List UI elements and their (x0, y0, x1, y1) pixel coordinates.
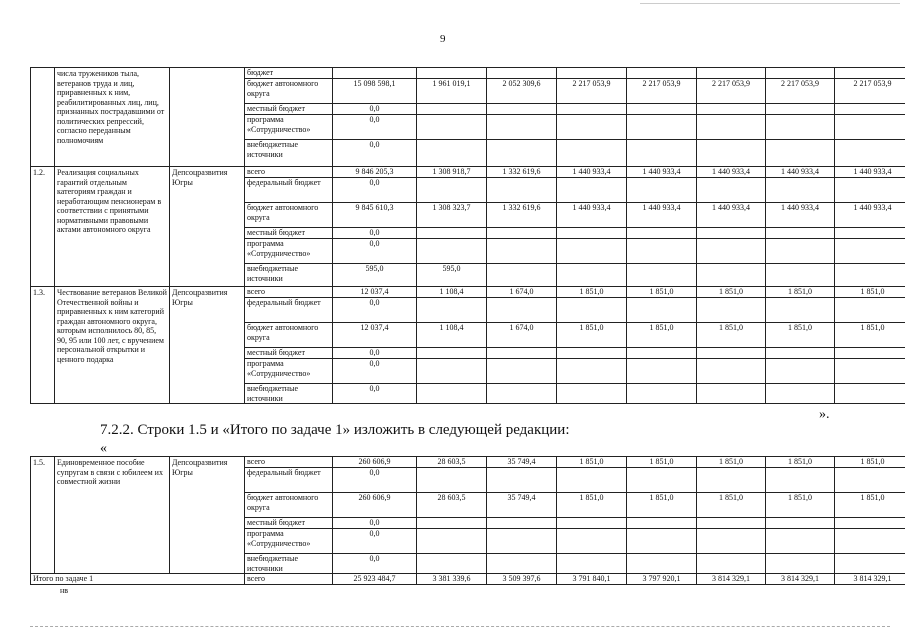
amount-cell: 1 851,0 (627, 493, 697, 518)
amount-cell: 35 749,4 (487, 493, 557, 518)
amount-cell (697, 468, 766, 493)
amount-cell: 1 440 933,4 (697, 167, 766, 178)
amount-cell (417, 518, 487, 529)
table-row (31, 167, 905, 178)
amount-cell (766, 554, 835, 574)
amount-cell (417, 359, 487, 384)
amount-cell (417, 348, 487, 359)
amount-cell (487, 68, 557, 79)
funding-source-cell: федеральный бюджет (245, 468, 333, 493)
opening-quote: « (100, 441, 107, 456)
amount-cell (835, 228, 905, 239)
amount-cell (557, 468, 627, 493)
amount-cell (487, 554, 557, 574)
amount-cell (417, 140, 487, 167)
amount-cell: 1 851,0 (697, 457, 766, 468)
funding-source-cell: всего (245, 457, 333, 468)
amount-cell (766, 115, 835, 140)
amount-cell: 0,0 (333, 468, 417, 493)
amount-cell (627, 359, 697, 384)
funding-source-cell: всего (245, 574, 333, 585)
amount-cell: 1 440 933,4 (627, 203, 697, 228)
amount-cell: 12 037,4 (333, 323, 417, 348)
amount-cell: 1 440 933,4 (557, 167, 627, 178)
amount-cell: 1 332 619,6 (487, 167, 557, 178)
amount-cell: 1 440 933,4 (627, 167, 697, 178)
row-number-cell: 1.5. (31, 457, 55, 574)
funding-source-cell: внебюджетные источники (245, 140, 333, 167)
measure-name-cell: числа тружеников тыла, ветеранов труда и лиц, приравненных к ним, реабилитированных лиц, лиц, признанных пострадавшими от политических репрессий, согласно переданным полномочиям (55, 68, 170, 167)
budget-table-amended (30, 456, 905, 585)
amount-cell (835, 348, 905, 359)
amount-cell: 1 851,0 (766, 493, 835, 518)
amount-cell: 35 749,4 (487, 457, 557, 468)
funding-source-cell: программа «Сотрудничество» (245, 115, 333, 140)
amount-cell (627, 264, 697, 287)
amount-cell: 0,0 (333, 298, 417, 323)
row-number-cell (31, 68, 55, 167)
amount-cell (417, 554, 487, 574)
amount-cell (417, 468, 487, 493)
amount-cell: 1 674,0 (487, 287, 557, 298)
amount-cell (766, 104, 835, 115)
amount-cell: 2 217 053,9 (835, 79, 905, 104)
amount-cell: 1 851,0 (697, 287, 766, 298)
executor-cell (170, 68, 245, 167)
amount-cell: 260 606,9 (333, 493, 417, 518)
amount-cell: 1 851,0 (766, 287, 835, 298)
amount-cell (417, 178, 487, 203)
amount-cell (417, 228, 487, 239)
amount-cell (835, 468, 905, 493)
amount-cell: 0,0 (333, 518, 417, 529)
scan-edge-line (640, 3, 900, 4)
budget-table-continued (30, 67, 905, 404)
amount-cell: 1 851,0 (766, 323, 835, 348)
amount-cell (557, 178, 627, 203)
amount-cell (557, 264, 627, 287)
amount-cell: 1 851,0 (835, 457, 905, 468)
amount-cell: 1 851,0 (557, 323, 627, 348)
amount-cell: 1 851,0 (557, 457, 627, 468)
amount-cell (835, 104, 905, 115)
funding-source-cell: программа «Сотрудничество» (245, 239, 333, 264)
amount-cell (627, 554, 697, 574)
amount-cell (627, 384, 697, 404)
amount-cell (766, 68, 835, 79)
amount-cell (697, 359, 766, 384)
amount-cell (487, 178, 557, 203)
amount-cell (766, 529, 835, 554)
amount-cell (697, 529, 766, 554)
amount-cell: 12 037,4 (333, 287, 417, 298)
funding-source-cell: местный бюджет (245, 228, 333, 239)
amount-cell: 28 603,5 (417, 457, 487, 468)
amount-cell (627, 115, 697, 140)
amount-cell (627, 298, 697, 323)
funding-source-cell: местный бюджет (245, 518, 333, 529)
amount-cell (557, 298, 627, 323)
amount-cell: 0,0 (333, 178, 417, 203)
amount-cell (333, 68, 417, 79)
section-heading: 7.2.2. Строки 1.5 и «Итого по задаче 1» изложить в следующей редакции: (100, 422, 570, 438)
total-amount-cell: 3 797 920,1 (627, 574, 697, 585)
amount-cell (557, 140, 627, 167)
amount-cell (697, 298, 766, 323)
amount-cell (766, 518, 835, 529)
amount-cell: 1 851,0 (697, 493, 766, 518)
amount-cell (487, 228, 557, 239)
amount-cell (627, 348, 697, 359)
amount-cell (697, 104, 766, 115)
amount-cell: 1 851,0 (766, 457, 835, 468)
amount-cell: 595,0 (333, 264, 417, 287)
amount-cell (697, 348, 766, 359)
funding-source-cell: внебюджетные источники (245, 384, 333, 404)
amount-cell (627, 468, 697, 493)
amount-cell (487, 348, 557, 359)
amount-cell (417, 104, 487, 115)
amount-cell (766, 264, 835, 287)
amount-cell (766, 359, 835, 384)
amount-cell: 1 851,0 (557, 287, 627, 298)
amount-cell (766, 140, 835, 167)
amount-cell: 1 851,0 (627, 323, 697, 348)
total-label-cell: Итого по задаче 1 (31, 574, 245, 585)
amount-cell: 9 845 610,3 (333, 203, 417, 228)
amount-cell: 0,0 (333, 554, 417, 574)
amount-cell (417, 115, 487, 140)
total-row (31, 574, 905, 585)
amount-cell (487, 468, 557, 493)
amount-cell (697, 68, 766, 79)
amount-cell: 0,0 (333, 529, 417, 554)
amount-cell (557, 68, 627, 79)
amount-cell (835, 140, 905, 167)
amount-cell (487, 264, 557, 287)
funding-source-cell: федеральный бюджет (245, 178, 333, 203)
amount-cell (697, 239, 766, 264)
amount-cell (627, 228, 697, 239)
amount-cell (766, 178, 835, 203)
amount-cell (697, 518, 766, 529)
amount-cell (766, 384, 835, 404)
funding-source-cell: программа «Сотрудничество» (245, 529, 333, 554)
amount-cell (835, 178, 905, 203)
amount-cell: 1 851,0 (835, 493, 905, 518)
amount-cell (417, 68, 487, 79)
amount-cell: 0,0 (333, 239, 417, 264)
funding-source-cell: местный бюджет (245, 104, 333, 115)
amount-cell (627, 178, 697, 203)
amount-cell (835, 239, 905, 264)
row-number-cell: 1.2. (31, 167, 55, 287)
amount-cell (697, 384, 766, 404)
amount-cell (835, 68, 905, 79)
funding-source-cell: местный бюджет (245, 348, 333, 359)
amount-cell (835, 298, 905, 323)
total-amount-cell: 3 814 329,1 (835, 574, 905, 585)
amount-cell: 0,0 (333, 228, 417, 239)
executor-cell: Депсоцразвития Югры (170, 287, 245, 404)
footnote-mark: нв (60, 586, 69, 595)
amount-cell (557, 384, 627, 404)
amount-cell (766, 228, 835, 239)
funding-source-cell: внебюджетные источники (245, 264, 333, 287)
funding-source-cell: бюджет автономного округа (245, 323, 333, 348)
total-amount-cell: 3 791 840,1 (557, 574, 627, 585)
amount-cell: 1 851,0 (627, 287, 697, 298)
funding-source-cell: всего (245, 167, 333, 178)
amount-cell (835, 264, 905, 287)
amount-cell: 0,0 (333, 140, 417, 167)
funding-source-cell: федеральный бюджет (245, 298, 333, 323)
amount-cell (627, 68, 697, 79)
amount-cell: 0,0 (333, 359, 417, 384)
measure-name-cell: Реализация социальных гарантий отдельным категориям граждан и неработающим пенсионерам в соответствии с принятыми нормативными правовыми актами автономного округа (55, 167, 170, 287)
amount-cell (627, 104, 697, 115)
funding-source-cell: бюджет автономного округа (245, 203, 333, 228)
funding-source-cell: бюджет автономного округа (245, 79, 333, 104)
amount-cell (627, 518, 697, 529)
amount-cell (835, 115, 905, 140)
amount-cell (697, 115, 766, 140)
executor-cell: Депсоцразвития Югры (170, 167, 245, 287)
amount-cell (557, 518, 627, 529)
amount-cell (417, 529, 487, 554)
amount-cell: 1 332 619,6 (487, 203, 557, 228)
table-row (31, 68, 905, 79)
amount-cell (487, 384, 557, 404)
amount-cell (417, 298, 487, 323)
amount-cell (766, 239, 835, 264)
amount-cell (487, 298, 557, 323)
amount-cell: 1 440 933,4 (697, 203, 766, 228)
amount-cell (766, 298, 835, 323)
amount-cell (835, 554, 905, 574)
amount-cell (487, 529, 557, 554)
amount-cell: 28 603,5 (417, 493, 487, 518)
bottom-edge-line (30, 626, 890, 627)
amount-cell (557, 554, 627, 574)
amount-cell (487, 104, 557, 115)
amount-cell: 1 440 933,4 (557, 203, 627, 228)
amount-cell (627, 239, 697, 264)
funding-source-cell: бюджет автономного округа (245, 493, 333, 518)
amount-cell (557, 348, 627, 359)
amount-cell: 1 440 933,4 (835, 167, 905, 178)
row-number-cell: 1.3. (31, 287, 55, 404)
amount-cell: 260 606,9 (333, 457, 417, 468)
funding-source-cell: программа «Сотрудничество» (245, 359, 333, 384)
amount-cell: 1 961 019,1 (417, 79, 487, 104)
amount-cell (557, 104, 627, 115)
amount-cell: 1 440 933,4 (835, 203, 905, 228)
page-number: 9 (440, 33, 446, 45)
amount-cell (835, 384, 905, 404)
amount-cell: 9 846 205,3 (333, 167, 417, 178)
measure-name-cell: Единовременное пособие супругам в связи с юбилеем их совместной жизни (55, 457, 170, 574)
amount-cell: 0,0 (333, 348, 417, 359)
amount-cell: 1 851,0 (835, 323, 905, 348)
amount-cell: 1 308 323,7 (417, 203, 487, 228)
amount-cell (487, 115, 557, 140)
amount-cell: 1 108,4 (417, 323, 487, 348)
amount-cell: 1 108,4 (417, 287, 487, 298)
amount-cell (697, 264, 766, 287)
funding-source-cell: внебюджетные источники (245, 554, 333, 574)
amount-cell (627, 140, 697, 167)
amount-cell (557, 239, 627, 264)
amount-cell: 2 217 053,9 (766, 79, 835, 104)
total-amount-cell: 3 814 329,1 (766, 574, 835, 585)
table-row (31, 287, 905, 298)
total-amount-cell: 25 923 484,7 (333, 574, 417, 585)
amount-cell (766, 348, 835, 359)
total-amount-cell: 3 381 339,6 (417, 574, 487, 585)
amount-cell: 1 440 933,4 (766, 203, 835, 228)
funding-source-cell: всего (245, 287, 333, 298)
amount-cell (557, 359, 627, 384)
executor-cell: Депсоцразвития Югры (170, 457, 245, 574)
amount-cell (417, 384, 487, 404)
amount-cell: 1 851,0 (627, 457, 697, 468)
amount-cell: 2 217 053,9 (627, 79, 697, 104)
amount-cell (697, 140, 766, 167)
amount-cell (487, 518, 557, 529)
amount-cell: 1 308 918,7 (417, 167, 487, 178)
amount-cell: 1 440 933,4 (766, 167, 835, 178)
amount-cell: 2 217 053,9 (557, 79, 627, 104)
amount-cell: 0,0 (333, 115, 417, 140)
amount-cell (487, 239, 557, 264)
amount-cell (697, 178, 766, 203)
amount-cell (557, 228, 627, 239)
amount-cell (835, 529, 905, 554)
measure-name-cell: Чествование ветеранов Великой Отечественной войны и приравненных к ним категорий граждан автономного округа, которым исполнилось 80, 85, 90, 95 или 100 лет, с вручением персональной открытки и ценного подарка (55, 287, 170, 404)
amount-cell: 1 851,0 (835, 287, 905, 298)
amount-cell: 2 052 309,6 (487, 79, 557, 104)
amount-cell (417, 239, 487, 264)
amount-cell: 2 217 053,9 (697, 79, 766, 104)
funding-source-cell: бюджет (245, 68, 333, 79)
closing-quote: ». (819, 407, 830, 422)
amount-cell (835, 518, 905, 529)
amount-cell (487, 140, 557, 167)
amount-cell: 1 674,0 (487, 323, 557, 348)
amount-cell: 0,0 (333, 384, 417, 404)
amount-cell: 0,0 (333, 104, 417, 115)
amount-cell (766, 468, 835, 493)
amount-cell (627, 529, 697, 554)
total-amount-cell: 3 814 329,1 (697, 574, 766, 585)
amount-cell (557, 529, 627, 554)
amount-cell: 1 851,0 (697, 323, 766, 348)
table-row (31, 457, 905, 468)
total-amount-cell: 3 509 397,6 (487, 574, 557, 585)
amount-cell (835, 359, 905, 384)
amount-cell: 15 098 598,1 (333, 79, 417, 104)
amount-cell (557, 115, 627, 140)
amount-cell (697, 228, 766, 239)
amount-cell: 1 851,0 (557, 493, 627, 518)
amount-cell (697, 554, 766, 574)
amount-cell: 595,0 (417, 264, 487, 287)
amount-cell (487, 359, 557, 384)
